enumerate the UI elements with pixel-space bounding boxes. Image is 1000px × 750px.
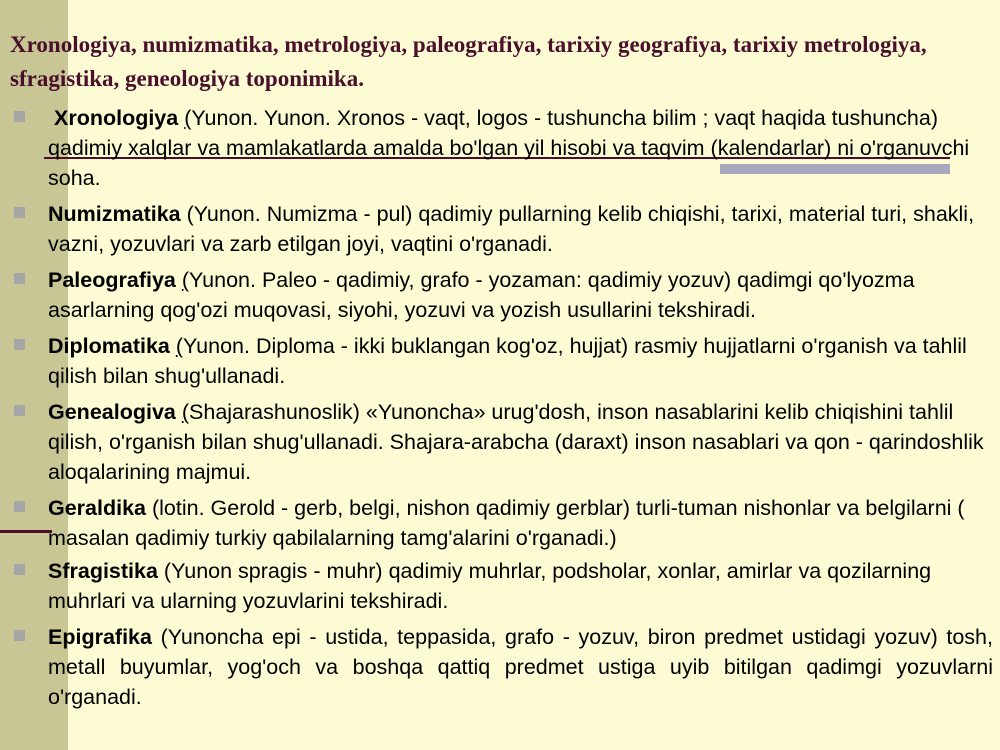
square-bullet-icon <box>14 564 25 575</box>
paren: ( <box>175 334 184 358</box>
term: Diplomatika <box>48 334 170 358</box>
definition: (Yunon spragis - muhr) qadimiy muhrlar, podsholar, xonlar, amirlar va qozilarning muhrlari va ularning yozuvlarini tekshiradi. <box>48 559 932 613</box>
list-item <box>0 556 993 616</box>
list-item <box>0 199 993 259</box>
term: Epigrafika <box>48 625 152 649</box>
term: Genealogiva <box>48 400 176 424</box>
square-bullet-icon <box>14 111 25 122</box>
square-bullet-icon <box>14 501 25 512</box>
term: Geraldika <box>48 496 146 520</box>
definition: Yunon. Yunon. Xronos - vaqt, logos - tushuncha bilim ; vaqt haqida tushuncha) qadimiy xalqlar va mamlakatlarda amalda bo'lgan yil hisobi va taqvim (kalendarlar) ni o'rganuvchi soha. <box>48 106 970 190</box>
definition: Shajarashunoslik) «Yunoncha» urug'dosh, inson nasablarini kelib chiqishini tahlil qilish, o'rganish bilan shug'ullanadi. Shajara-arabcha (daraxt) inson nasablari va qon - qarindoshlik aloqalarining majmui. <box>48 400 984 484</box>
paren: ( <box>181 400 190 424</box>
definition: (Yunoncha epi - ustida, teppasida, grafo - yozuv, biron predmet ustidagi yozuv) tosh, metall buyumlar, yog'och va boshqa qattiq predmet ustiga uyib bitilgan qadimgi yozuvlarni o'rganadi. <box>48 625 993 709</box>
paren: ( <box>181 268 190 292</box>
slide-title: Xronologiya, numizmatika, metrologiya, paleografiya, tarixiy geografiya, tarixiy metrologiya, sfragistika, geneologiya toponimika. <box>10 32 927 91</box>
square-bullet-icon <box>14 630 25 641</box>
list-item <box>0 622 993 712</box>
definition: Yunon. Paleo - qadimiy, grafo - yozaman: qadimiy yozuv) qadimgi qo'lyozma asarlarning qog'ozi muqovasi, siyohi, yozuvi va yozish usullarini tekshiradi. <box>48 268 915 322</box>
list-item <box>0 265 993 325</box>
list-item <box>0 397 993 487</box>
square-bullet-icon <box>14 207 25 218</box>
square-bullet-icon <box>14 339 25 350</box>
definition: (lotin. Gerold - gerb, belgi, nishon qadimiy gerblar) turli-tuman nishonlar va belgilarni ( masalan qadimiy turkiy qabilalarning tamg'alarini o'rganadi.) <box>48 496 965 550</box>
paren: ( <box>184 106 192 130</box>
definition: (Yunon. Numizma - pul) qadimiy pullarning kelib chiqishi, tarixi, material turi, shakli, vazni, yozuvlari va zarb etilgan joyi, vaqtini o'rganadi. <box>48 202 975 256</box>
definition: Yunon. Diploma - ikki buklangan kog'oz, hujjat) rasmiy hujjatlarni o'rganish va tahlil qilish bilan shug'ullanadi. <box>48 334 967 388</box>
term: Sfragistika <box>48 559 158 583</box>
term: Xronologiya <box>53 106 179 130</box>
list-item <box>0 331 993 391</box>
term-list <box>0 103 1000 718</box>
square-bullet-icon <box>14 273 25 284</box>
list-item <box>0 103 993 193</box>
term: Paleografiya <box>48 268 176 292</box>
term: Numizmatika <box>48 202 181 226</box>
list-item <box>0 493 993 553</box>
square-bullet-icon <box>14 405 25 416</box>
